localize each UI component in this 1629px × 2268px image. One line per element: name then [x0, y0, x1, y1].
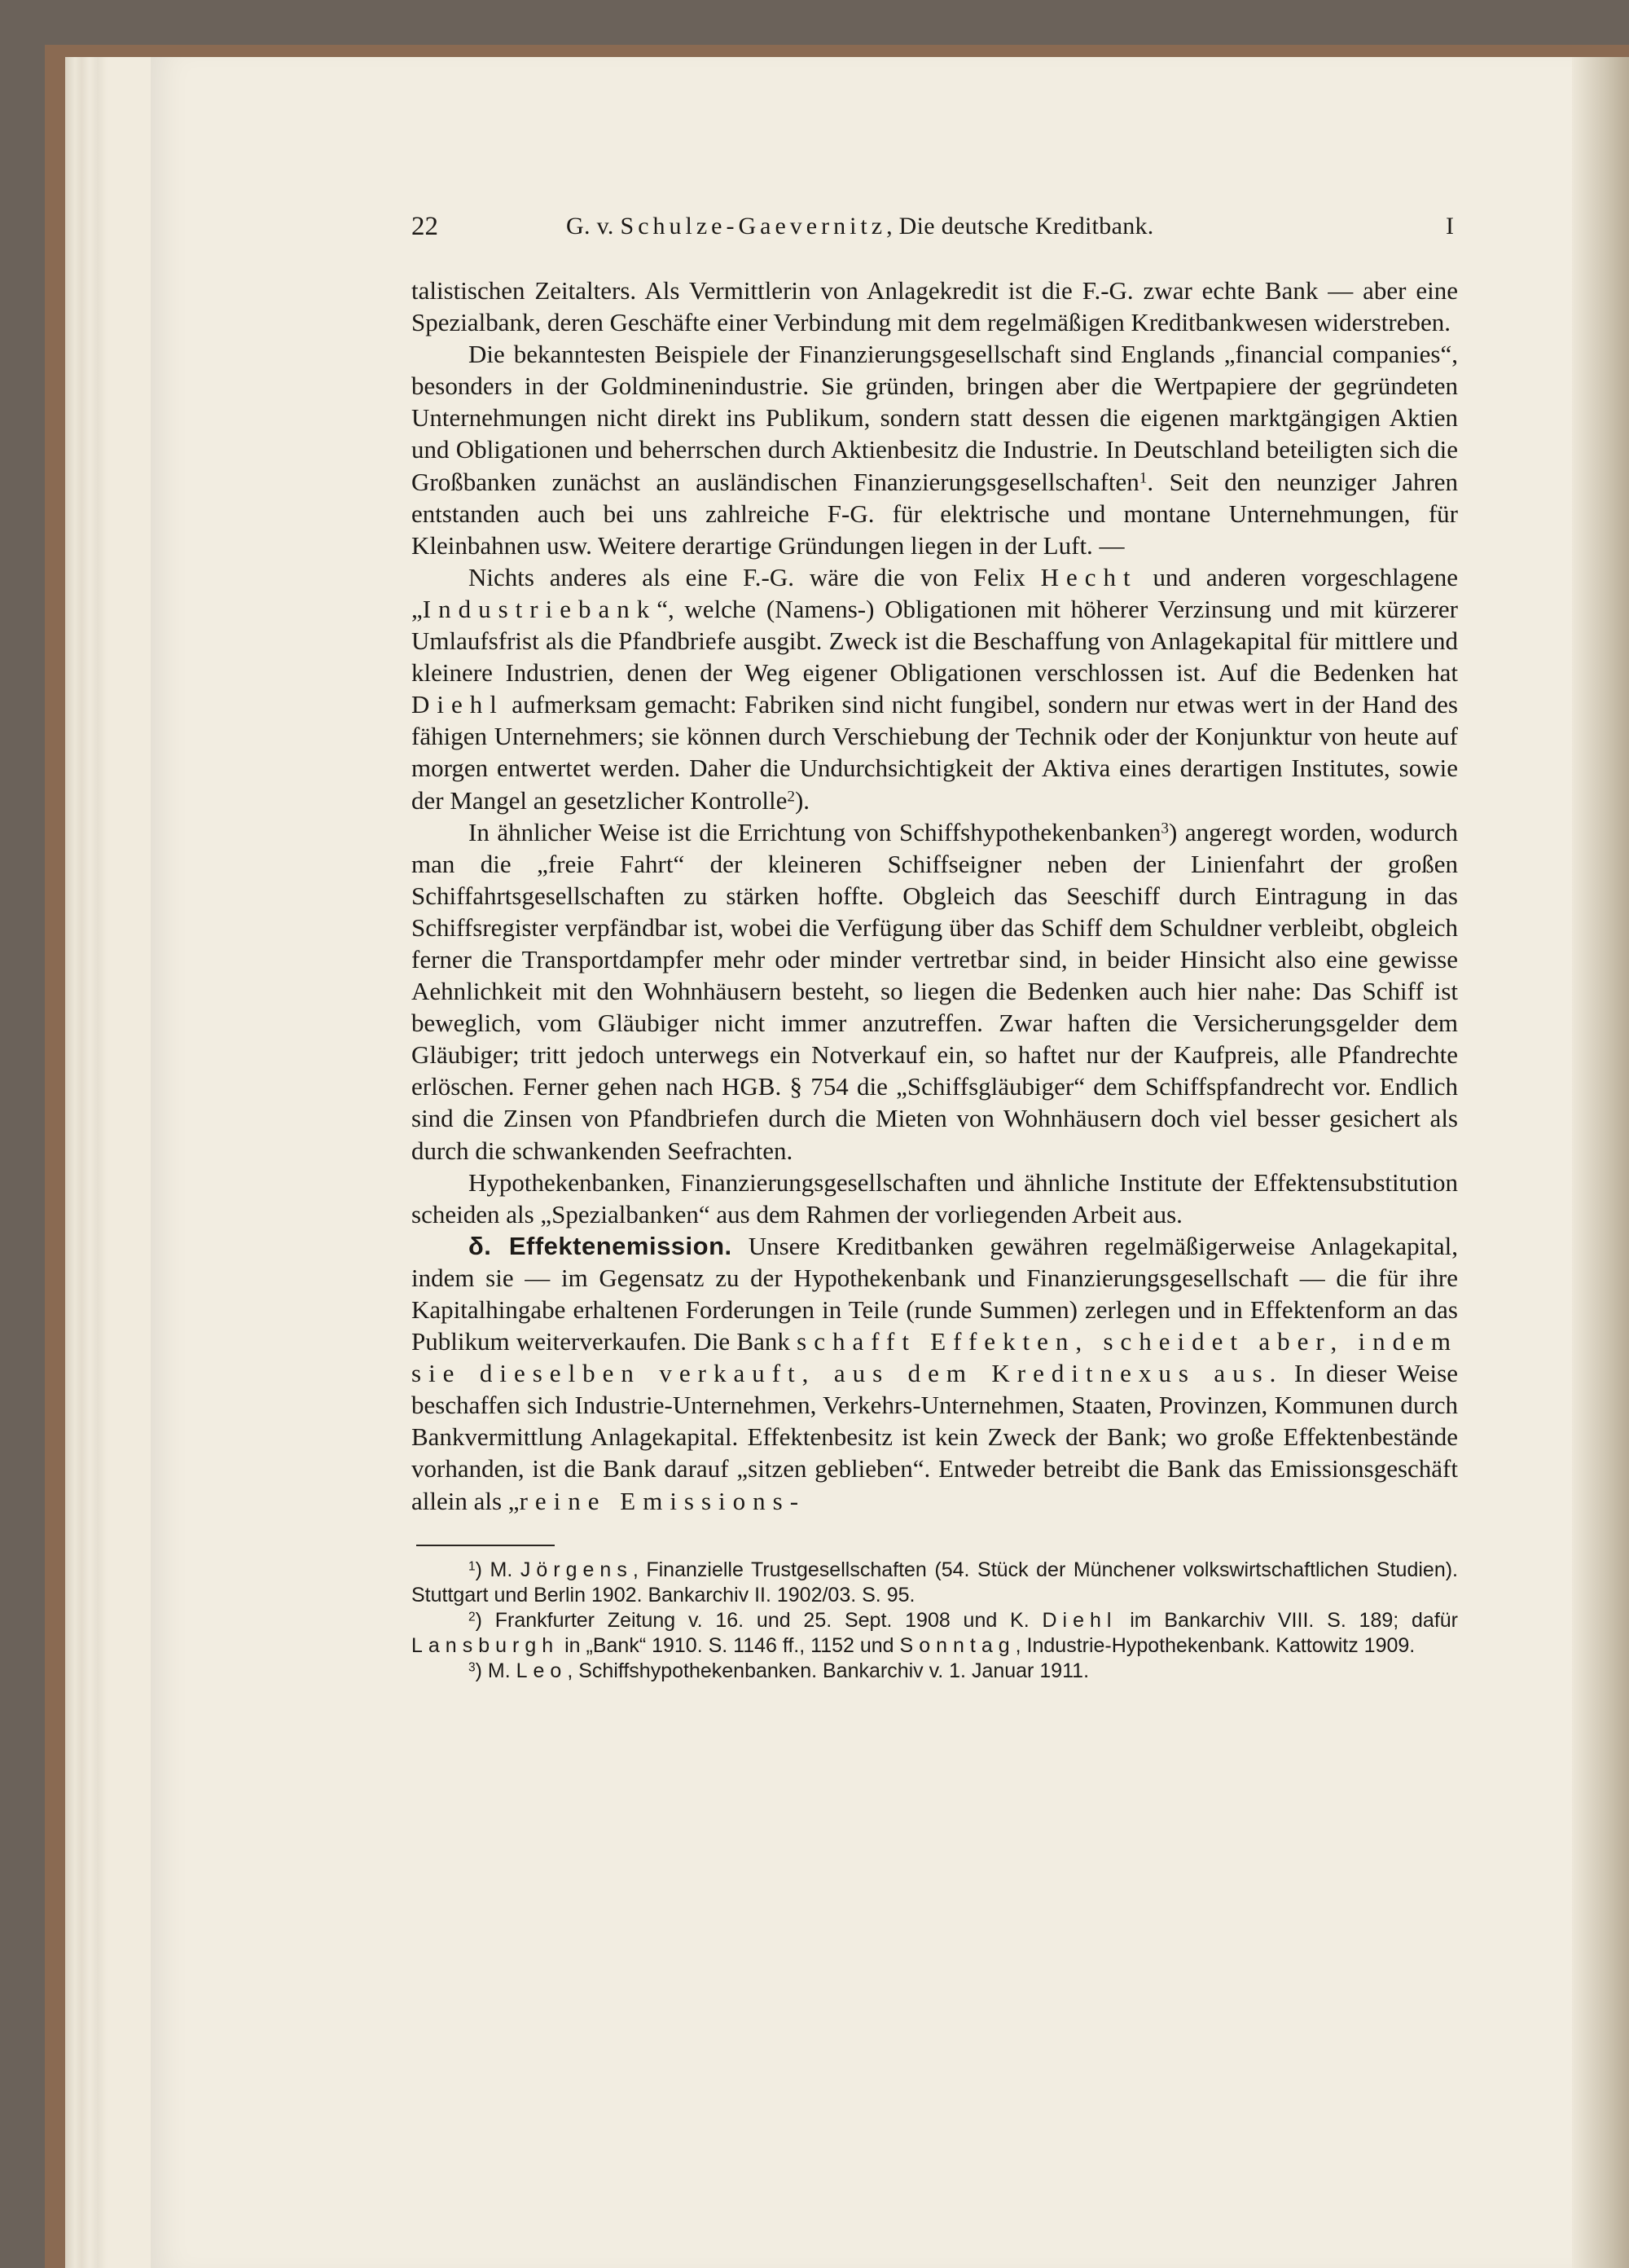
paragraph-3-text-a: Nichts anderes als eine F.-G. wäre die von Felix: [468, 562, 1041, 591]
name-hecht: Hecht: [1040, 562, 1138, 591]
page-number: 22: [411, 212, 438, 241]
footnotes: [411, 1558, 1458, 1684]
paragraph-6: [411, 1230, 1458, 1517]
paragraph-4: [411, 816, 1458, 1167]
footnote-1: [411, 1558, 1458, 1608]
section-number: I: [1446, 213, 1454, 240]
footnote-3-mark: 3: [468, 1659, 476, 1674]
paragraph-5: Hypothekenbanken, Finanzierungsgesellschaften und ähnliche Institute der Effektensubstitution scheiden als „Spezialbanken“ aus dem Rahmen der vorliegenden Arbeit aus.: [411, 1167, 1458, 1228]
footnote-2-text-a: ) Frankfurter Zeitung v. 16. und 25. Sept. 1908 und K.: [475, 1608, 1043, 1632]
paragraph-3-text-b: und anderen vorgeschlagene „: [411, 562, 1459, 623]
footnote-2-text-b: im Bankarchiv VIII. S. 189; dafür: [1117, 1608, 1458, 1632]
footnote-1-text-b: , Finanzielle Trustgesellschaften (54. Stück der Münchener volkswirtschaftlichen Studien). Stuttgart und Berlin 1902. Bankarchiv II. 1902/03. S. 95.: [411, 1558, 1458, 1606]
footnote-2: [411, 1608, 1458, 1659]
book-title: , Die deutsche Kreditbank.: [886, 213, 1154, 240]
footnote-ref-2[interactable]: 2: [787, 787, 795, 805]
footnote-2-author-lansburgh: Lansburgh: [411, 1633, 560, 1657]
paragraph-3-text-d: aufmerksam gemacht: Fabriken sind nicht fungibel, sondern nur etwas wert in der Hand des fähigen Unternehmers; sie können durch Verschiebung der Technik oder der Konjunktur von heute auf morgen entwertet werden. Daher die Undurchsichtigkeit der Aktiva eines derartigen Institutes, sowie der Mangel an gesetzlicher Kontrolle: [411, 690, 1458, 815]
paragraph-2-text-b: . Seit den neunziger Jahren entstanden auch bei uns zahlreiche F-G. für elektrische und montane Unternehmungen, für Kleinbahnen usw. Weitere derartige Gründungen liegen in der Luft. —: [411, 467, 1458, 560]
footnote-2-text-d: , Industrie-Hypothekenbank. Kattowitz 1909.: [1015, 1633, 1416, 1657]
paragraph-1: talistischen Zeitalters. Als Vermittlerin von Anlagekredit ist die F.-G. zwar echte Bank — aber eine Spezialbank, deren Geschäfte einer Verbindung mit dem regelmäßigen Kreditbankwesen widerstreben.: [411, 276, 1458, 337]
footnote-3-text-b: , Schiffshypothekenbanken. Bankarchiv v. 1. Januar 1911.: [567, 1659, 1090, 1682]
paragraph-6-emphasis: schafft Effekten, scheidet aber, indem sie dieselben verkauft, aus dem Kreditnexus aus.: [411, 1327, 1458, 1388]
footnote-ref-3[interactable]: 3: [1161, 819, 1169, 837]
paragraph-4-text-b: ) angeregt worden, wodurch man die „freie Fahrt“ der kleineren Schiffseigner neben der Linienfahrt der großen Schiffahrtsgesellschaften zu stärken hoffte. Obgleich das Seeschiff durch Eintragung in das Schiffsregister verpfändbar ist, wobei die Verfügung über das Schiff dem Schuldner verbleibt, obgleich ferner die Transportdampfer mehr oder minder vertretbar sind, in beider Hinsicht also eine gewisse Aehnlichkeit mit den Wohnhäusern besteht, so liegen die Bedenken auch hier nahe: Das Schiff ist beweglich, vom Gläubiger nicht immer anzutreffen. Zwar haften die Versicherungsgelder dem Gläubiger; tritt jedoch unterwegs ein Notverkauf ein, so haftet nur der Kaufpreis, alle Pfandrechte erlöschen. Ferner gehen nach HGB. § 754 die „Schiffsgläubiger“ dem Schiffspfandrecht vor. Endlich sind die Zinsen von Pfandbriefen durch die Mieten von Wohnhäusern doch viel besser gesichert als durch die schwankenden Seefrachten.: [411, 817, 1458, 1165]
paragraph-4-text-a: In ähnlicher Weise ist die Errichtung von Schiffshypothekenbanken: [468, 817, 1161, 846]
footnote-divider: [416, 1545, 555, 1546]
name-diehl: Diehl: [411, 690, 504, 719]
term-reine-emissions: reine Emissions-: [519, 1486, 806, 1515]
footnote-2-text-c: in „Bank“ 1910. S. 1146 ff., 1152 und: [559, 1633, 900, 1657]
footnote-2-author-sonntag: Sonntag: [899, 1633, 1016, 1657]
footnote-2-mark: 2: [468, 1609, 476, 1624]
footnote-1-mark: 1: [468, 1558, 476, 1573]
term-industriebank: Industriebank: [422, 594, 657, 623]
paragraph-6-text-b: In dieser Weise beschaffen sich Industrie-Unternehmen, Verkehrs-Unternehmen, Staaten, Provinzen, Kommunen durch Bankvermittlung Anlagekapital. Effektenbesitz ist kein Zweck der Bank; wo große Effektenbestände vorhanden, ist die Bank darauf „sitzen geblieben“. Entweder betreibt die Bank das Emissionsgeschäft allein als „: [411, 1359, 1458, 1515]
footnote-1-text-a: ) M.: [475, 1558, 520, 1581]
footnote-1-author: Jörgens: [520, 1558, 633, 1581]
page-content: [411, 208, 1458, 1684]
paragraph-3: [411, 561, 1458, 816]
running-head: [411, 208, 1458, 245]
running-title: [566, 208, 1154, 245]
author-name: Schulze-Gaevernitz: [620, 213, 887, 240]
paragraph-3-text-e: ).: [794, 785, 810, 815]
author-prefix: G. v.: [566, 213, 614, 240]
footnote-3-author: Leo: [516, 1659, 568, 1682]
paragraph-2: [411, 338, 1458, 561]
section-heading-effektenemission: δ. Effektenemission.: [468, 1231, 732, 1260]
paragraph-6-text-a: Unsere Kreditbanken gewähren regelmäßigerweise Anlagekapital, indem sie — im Gegensatz zu der Hypothekenbank und Finanzierungsgesellschaft — die für ihre Kapitalhingabe erhaltenen Forderungen in Teile (runde Summen) zerlegen und in Effektenform an das Publikum weiterverkaufen. Die Bank: [411, 1231, 1459, 1356]
footnote-3-text-a: ) M.: [475, 1659, 516, 1682]
paragraph-3-text-c: “, welche (Namens-) Obligationen mit höherer Verzinsung und mit kürzerer Umlaufsfrist als die Pfandbriefe ausgibt. Zweck ist die Beschaffung von Anlagekapital für mittlere und kleinere Industrien, denen der Weg eigener Obligationen verschlossen ist. Auf die Bedenken hat: [411, 594, 1458, 688]
footnote-2-author-diehl: Diehl: [1042, 1608, 1117, 1632]
paragraph-2-text-a: Die bekanntesten Beispiele der Finanzierungsgesellschaft sind Englands „financial companies“, besonders in der Goldminenindustrie. Sie gründen, bringen aber die Wertpapiere der gegründeten Unternehmungen nicht direkt ins Publikum, sondern statt dessen die eigenen marktgängigen Aktien und Obligationen und beherrschen durch Aktienbesitz die Industrie. In Deutschland beteiligten sich die Großbanken zunächst an ausländischen Finanzierungsgesellschaften: [411, 340, 1458, 496]
footnote-ref-1[interactable]: 1: [1139, 468, 1148, 486]
footnote-3: [411, 1659, 1458, 1684]
book-gutter: [1572, 57, 1629, 2268]
